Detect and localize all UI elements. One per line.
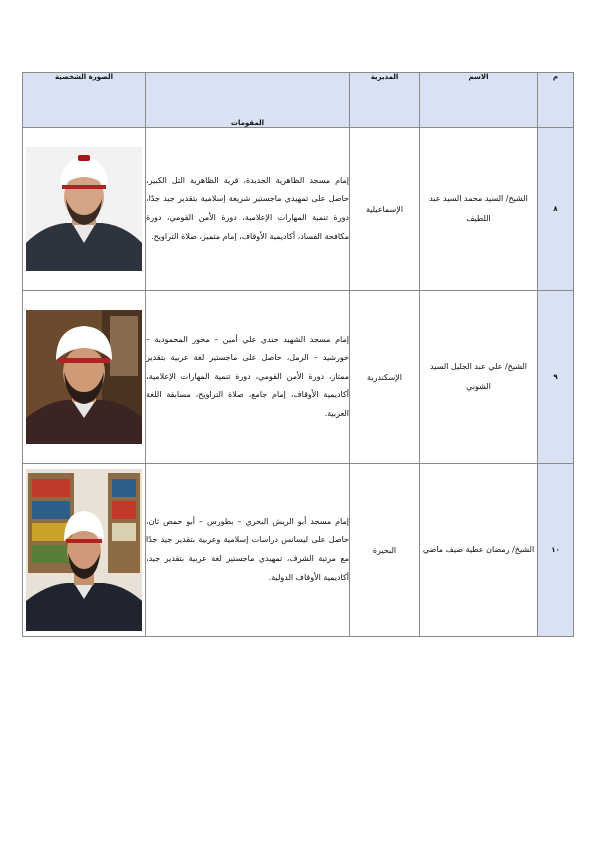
header-photo: الصورة الشخصية	[23, 73, 146, 128]
row-directorate: الإسماعيلية	[350, 128, 420, 291]
header-name: الاسم	[420, 73, 538, 128]
row-name: الشيخ/ علي عبد الجليل السيد الشوني	[420, 291, 538, 464]
row-directorate: البحيرة	[350, 464, 420, 637]
row-photo-cell	[23, 291, 146, 464]
row-name: الشيخ/ رمضان عطية ضيف ماضي	[420, 464, 538, 637]
row-name: الشيخ/ السيد محمد السيد عبد اللطيف	[420, 128, 538, 291]
row-qualifications: إمام مسجد أبو الريش البحري – بطورس – أبو حمص ثان، حاصل على ليسانس دراسات إسلامية وعربية بتقدير جيد جدًا مع مرتبة الشرف، تمهيدي ماجستير لغة عربية بتقدير جيد، أكاديمية الأوقاف الدولية.	[146, 464, 350, 637]
header-row	[23, 73, 574, 128]
imams-table	[22, 72, 574, 637]
row-directorate: الإسكندرية	[350, 291, 420, 464]
table-row	[23, 464, 574, 637]
header-directorate: المديرية	[350, 73, 420, 128]
row-photo-cell	[23, 128, 146, 291]
row-qualifications: إمام مسجد الشهيد جندي علي أمين – محور المحمودية – خورشيد – الرمل، حاصل على ماجستير لغة عربية بتقدير ممتاز، دورة الأمن القومي، دورة تنمية المهارات الإعلامية، أكاديمية الأوقاف، إمام جامع، صلاة التراويح، مسابقة اللغة العربية.	[146, 291, 350, 464]
row-number: ٩	[538, 291, 574, 464]
row-qualifications: إمام مسجد الظاهرية الجديدة، قرية الظاهرية التل الكبير، حاصل على تمهيدي ماجستير شريعة إسلامية بتقدير جيد جدًا، دورة تنمية المهارات الإعلامية، دورة الأمن القومي، دورة مكافحة الفساد، أكاديمية الأوقاف، إمام متميز، صلاة التراويح.	[146, 128, 350, 291]
table-row	[23, 128, 574, 291]
portrait-photo-icon	[26, 147, 142, 271]
header-number: م	[538, 73, 574, 128]
table-row	[23, 291, 574, 464]
portrait-photo-icon	[26, 310, 142, 444]
row-number: ١٠	[538, 464, 574, 637]
header-qualifications: المقومات	[146, 73, 350, 128]
portrait-photo-icon	[26, 469, 142, 631]
row-number: ٨	[538, 128, 574, 291]
row-photo-cell	[23, 464, 146, 637]
